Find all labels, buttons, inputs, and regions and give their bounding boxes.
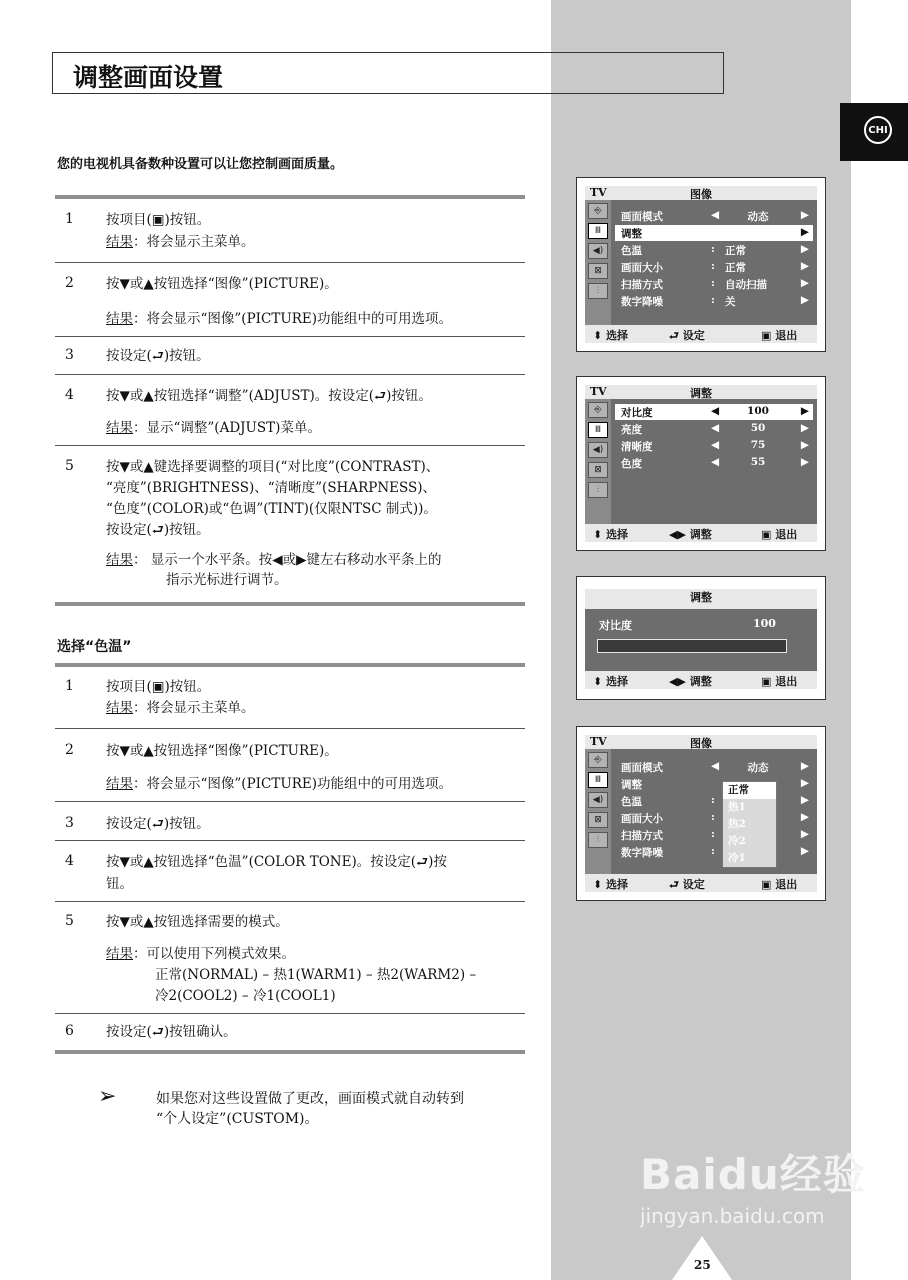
step-result: 结果：将会显示“图像”(PICTURE)功能组中的可用选项。	[106, 776, 452, 792]
page-title: 调整画面设置	[73, 63, 224, 92]
step-result: 指示光标进行调节。	[166, 572, 288, 588]
menu-row: 数字降噪 : ▶	[621, 845, 809, 859]
step-divider	[55, 262, 525, 263]
note-arrow-icon: ➢	[98, 1084, 117, 1109]
step-divider	[55, 840, 525, 841]
section-rule	[55, 195, 525, 199]
step-number: 4	[65, 853, 74, 869]
bar-label: 对比度	[599, 619, 632, 632]
menu-row: 色度 ◀ 55 ▶	[621, 456, 809, 470]
menu-icon-column	[585, 749, 611, 874]
step-divider	[55, 336, 525, 337]
menu-row-selected: 调整 ▶	[615, 225, 813, 241]
menu-title: 调整	[690, 591, 712, 604]
bar-value: 100	[753, 617, 776, 630]
dropdown-option: 正常	[723, 782, 776, 799]
channel-icon: ⊠	[588, 462, 608, 478]
intro-text: 您的电视机具备数种设置可以让您控制画面质量。	[57, 157, 344, 172]
setup-icon: ⫶	[588, 482, 608, 498]
menu-icon-column	[585, 399, 611, 524]
step-text: 按设定(⮐)按钮确认。	[106, 1024, 237, 1040]
tv-label: TV	[590, 385, 607, 398]
setup-icon: ⫶	[588, 283, 608, 299]
step-divider	[55, 801, 525, 802]
sound-icon: ◀)	[588, 792, 608, 808]
menu-row: 扫描方式 : ▶	[621, 828, 809, 842]
input-icon: ⎆	[588, 203, 608, 219]
step-text: 按▼或▲按钮选择“色温”(COLOR TONE)。按设定(⮐)按	[106, 854, 447, 870]
step-number: 3	[65, 815, 74, 831]
picture-icon: Ⅲ	[588, 772, 608, 788]
channel-icon: ⊠	[588, 812, 608, 828]
step-number: 4	[65, 387, 74, 403]
step-divider	[55, 901, 525, 902]
step-number: 2	[65, 742, 74, 758]
page-title-box	[52, 52, 724, 94]
channel-icon: ⊠	[588, 263, 608, 279]
step-text: 按▼或▲键选择要调整的项目(“对比度”(CONTRAST)、	[106, 459, 440, 475]
step-result: 正常(NORMAL) – 热1(WARM1) – 热2(WARM2) –	[155, 967, 477, 983]
sound-icon: ◀)	[588, 243, 608, 259]
language-badge: CHI	[864, 116, 892, 144]
dropdown-option: 冷1	[728, 852, 746, 864]
menu-row: 调整 ▶	[621, 777, 809, 791]
step-text: 按设定(⮐)按钮。	[106, 348, 210, 364]
step-result: 结果：显示“调整”(ADJUST)菜单。	[106, 420, 321, 436]
step-text: 按项目(▣)按钮。	[106, 212, 211, 228]
menu-row: 画面模式 ◀ 动态 ▶	[621, 209, 809, 223]
menu-row: 亮度 ◀ 50 ▶	[621, 422, 809, 436]
tv-label: TV	[590, 186, 607, 199]
dropdown-option: 热2	[728, 818, 746, 830]
step-result: 冷2(COOL2) – 冷1(COOL1)	[155, 988, 336, 1004]
setup-icon: ⫶	[588, 832, 608, 848]
step-text: 钮。	[106, 876, 133, 892]
input-icon: ⎆	[588, 402, 608, 418]
menu-row-selected: 对比度 ◀ 100 ▶	[615, 404, 813, 420]
menu-screenshot-picture	[576, 177, 826, 352]
menu-row: 画面模式 ◀ 动态 ▶	[621, 760, 809, 774]
step-result: 结果：将会显示主菜单。	[106, 700, 255, 716]
step-text: 按设定(⮐)按钮。	[106, 522, 210, 538]
contrast-slider	[597, 639, 787, 653]
watermark: Baidu经验 jingyan.baidu.com	[640, 1150, 866, 1228]
picture-icon: Ⅲ	[588, 422, 608, 438]
step-result: 结果： 显示一个水平条。按◀或▶键左右移动水平条上的	[106, 552, 442, 568]
dropdown-option: 热1	[728, 801, 746, 813]
menu-row: 数字降噪 : 关 ▶	[621, 294, 809, 308]
menu-screenshot-contrast-bar	[576, 576, 826, 700]
step-number: 2	[65, 275, 74, 291]
section-rule	[55, 663, 525, 667]
menu-row: 清晰度 ◀ 75 ▶	[621, 439, 809, 453]
step-number: 3	[65, 347, 74, 363]
input-icon: ⎆	[588, 752, 608, 768]
color-tone-dropdown	[722, 781, 777, 868]
step-text: 按项目(▣)按钮。	[106, 679, 211, 695]
step-divider	[55, 1013, 525, 1014]
step-number: 5	[65, 458, 74, 474]
menu-icon-column	[585, 200, 611, 325]
step-number: 5	[65, 913, 74, 929]
section-heading: 选择“色温”	[57, 639, 132, 655]
step-result: 结果：将会显示“图像”(PICTURE)功能组中的可用选项。	[106, 311, 452, 327]
step-text: 按▼或▲按钮选择“图像”(PICTURE)。	[106, 743, 338, 759]
section-rule	[55, 1050, 525, 1054]
step-text: “亮度”(BRIGHTNESS)、“清晰度”(SHARPNESS)、	[106, 480, 437, 496]
menu-title: 调整	[690, 387, 712, 400]
step-number: 1	[65, 678, 74, 694]
step-number: 1	[65, 211, 74, 227]
dropdown-option: 冷2	[728, 835, 746, 847]
step-divider	[55, 445, 525, 446]
picture-icon: Ⅲ	[588, 223, 608, 239]
step-text: 按▼或▲按钮选择“图像”(PICTURE)。	[106, 276, 338, 292]
section-rule	[55, 602, 525, 606]
step-divider	[55, 374, 525, 375]
step-text: 按设定(⮐)按钮。	[106, 816, 210, 832]
menu-footer: ⬍ 选择 ⮐ 设定 ▣ 退出	[585, 325, 817, 343]
menu-screenshot-color-tone	[576, 726, 826, 901]
menu-footer: ⬍ 选择 ◀▶ 调整 ▣ 退出	[585, 671, 817, 689]
menu-row: 扫描方式 : 自动扫描 ▶	[621, 277, 809, 291]
menu-row: 画面大小 : 正常 ▶	[621, 260, 809, 274]
tv-label: TV	[590, 735, 607, 748]
page-number: 25	[694, 1258, 711, 1272]
menu-row: 色温 : 正常 ▶	[621, 243, 809, 257]
sound-icon: ◀)	[588, 442, 608, 458]
step-result: 结果：可以使用下列模式效果。	[106, 946, 295, 962]
menu-screenshot-adjust	[576, 376, 826, 551]
step-text: 按▼或▲按钮选择需要的模式。	[106, 914, 289, 930]
menu-title: 图像	[690, 188, 712, 201]
step-divider	[55, 728, 525, 729]
note-text: 如果您对这些设置做了更改，画面模式就自动转到 “个人设定”(CUSTOM)。	[156, 1091, 464, 1127]
menu-footer: ⬍ 选择 ⮐ 设定 ▣ 退出	[585, 874, 817, 892]
menu-row: 画面大小 : ▶	[621, 811, 809, 825]
menu-footer: ⬍ 选择 ◀▶ 调整 ▣ 退出	[585, 524, 817, 542]
menu-row: 色温 : ▶	[621, 794, 809, 808]
menu-title: 图像	[690, 737, 712, 750]
step-text: 按▼或▲按钮选择“调整”(ADJUST)。按设定(⮐)按钮。	[106, 388, 432, 404]
step-result: 结果：将会显示主菜单。	[106, 234, 255, 250]
step-text: “色度”(COLOR)或“色调”(TINT)(仅限NTSC 制式))。	[106, 501, 437, 517]
step-number: 6	[65, 1023, 74, 1039]
